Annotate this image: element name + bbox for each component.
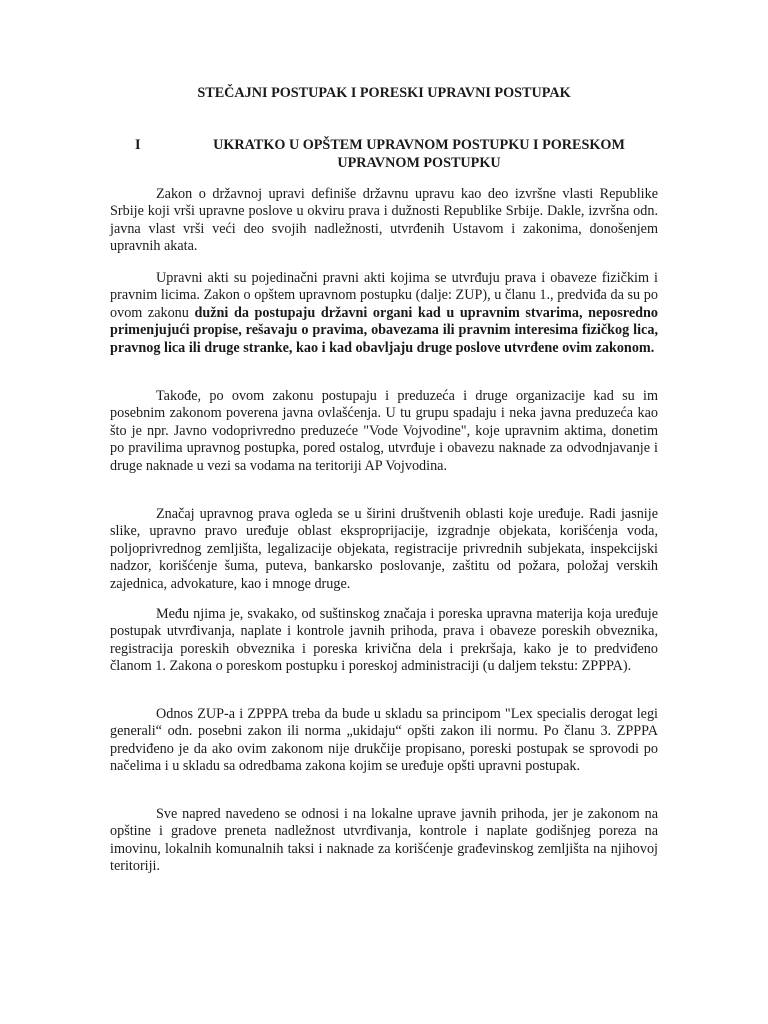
paragraph-4: Značaj upravnog prava ogleda se u širini društvenih oblasti koje uređuje. Radi jasnije slike, upravno pravo uređuje oblast eksproprijacije, izgradnje objekata, korišćenja voda, poljoprivrednog zemljišta, legalizacije objekata, registracije privrednih subjekata, inspekcijski nadzor, korišćenje šuma, puteva, bankarsko poslovanje, zaštitu od požara, položaj verskih zajednica, advokature, kao i mnoge druge. — [110, 506, 658, 592]
paragraph-6: Odnos ZUP-a i ZPPPA treba da bude u skladu sa principom "Lex specialis derogat legi generali“ odn. posebni zakon ili norma „ukidaju“ opšti zakon ili normu. Po članu 3. ZPPPA predviđeno je da ako ovim zakonom nije drukčije propisano, poreski postupak se sprovodi po načelima i u skladu sa odredbama zakona kojim se uređuje opšti upravni postupak. — [110, 706, 658, 775]
paragraph-3: Takođe, po ovom zakonu postupaju i preduzeća i druge organizacije kad su im posebnim zakonom poverena javna ovlašćenja. U tu grupu spadaju i neka javna preduzeća kao što je npr. Javno vodoprivredno preduzeće "Vode Vojvodine", koje upravnim aktima, donetim po pravilima upravnog postupka, pored ostalog, utvrđuje i obavezu naknade za odvodnjavanje i druge naknade u vezi sa vodama na teritoriji AP Vojvodina. — [110, 388, 658, 474]
paragraph-5: Među njima je, svakako, od suštinskog značaja i poreska upravna materija koja uređuje postupak utvrđivanja, naplate i kontrole javnih prihoda, prava i obaveze poreskih obveznika, registracija poreskih obveznika i poreska krivična dela i prekršaja, kako je to predviđeno članom 1. Zakona o poreskom postupku i poreskoj administraciji (u daljem tekstu: ZPPPA). — [110, 606, 658, 675]
paragraph-1: Zakon o državnoj upravi definiše državnu upravu kao deo izvršne vlasti Republike Srbije koji vrši upravne poslove u okviru prava i dužnosti Republike Srbije. Dakle, izvršna odn. javna vlast vrši veći deo svojih nadležnosti, utvrđenih Ustavom i zakonima, donošenjem upravnih akata. — [110, 186, 658, 255]
paragraph-2-bold: dužni da postupaju državni organi kad u upravnim stvarima, neposredno primenjujući propise, rešavaju o pravima, obavezama ili pravnim interesima fizičkog lica, pravnog lica ili druge stranke, kao i kad obavljaju druge poslove utvrđene ovim zakonom. — [110, 304, 658, 356]
paragraph-2 — [110, 270, 658, 357]
section-title: UKRATKO U OPŠTEM UPRAVNOM POSTUPKU I PORESKOM UPRAVNOM POSTUPKU — [213, 137, 625, 171]
section-heading — [110, 136, 658, 172]
section-number: I — [135, 137, 141, 153]
document-title: STEČAJNI POSTUPAK I PORESKI UPRAVNI POSTUPAK — [197, 85, 571, 101]
paragraph-7: Sve napred navedeno se odnosi i na lokalne uprave javnih prihoda, jer je zakonom na opštine i gradove preneta nadležnost utvrđivanja, kontrole i naplate godišnjeg poreza na imovinu, lokalnih komunalnih taksi i naknade za korišćenje građevinskog zemljišta na njihovoj teritoriji. — [110, 806, 658, 875]
paragraph-2-plain: Upravni akti su pojedinačni pravni akti kojima se utvrđuju prava i obaveze fizičkim i pravnim licima. Zakon o opštem upravnom postupku (dalje: ZUP), u članu 1., predviđa da su po ovom zakonu — [110, 270, 658, 321]
